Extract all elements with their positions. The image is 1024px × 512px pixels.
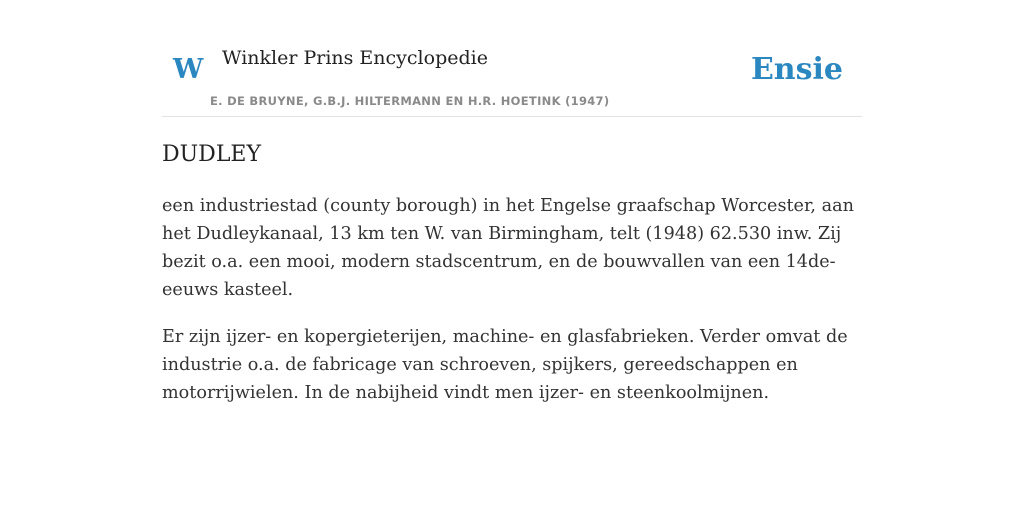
article-paragraph: Er zijn ijzer- en kopergieterijen, machine- en glasfabrieken. Verder omvat de industrie o.a. de fabricage van schroeven, spijkers, gereedschappen en motorrijwielen. In de nabijheid vindt men ijzer- en steenkoolmijnen. bbox=[162, 327, 848, 403]
article-heading: DUDLEY bbox=[162, 142, 262, 167]
ensie-brand-logo[interactable]: Ensie bbox=[750, 52, 843, 87]
site-header bbox=[162, 0, 862, 117]
encyclopedia-title[interactable]: Winkler Prins Encyclopedie bbox=[222, 47, 488, 69]
article-body bbox=[162, 192, 862, 426]
encyclopedia-logo[interactable]: W bbox=[173, 54, 203, 85]
article-paragraph: een industriestad (county borough) in het Engelse graafschap Worcester, aan het Dudleykanaal, 13 km ten W. van Birmingham, telt (1948) 62.530 inw. Zij bezit o.a. een mooi, modern stadscentrum, en de bouwvallen van een 14de-eeuws kasteel. bbox=[162, 196, 854, 300]
encyclopedia-authors: E. DE BRUYNE, G.B.J. HILTERMANN EN H.R. HOETINK (1947) bbox=[210, 94, 610, 108]
